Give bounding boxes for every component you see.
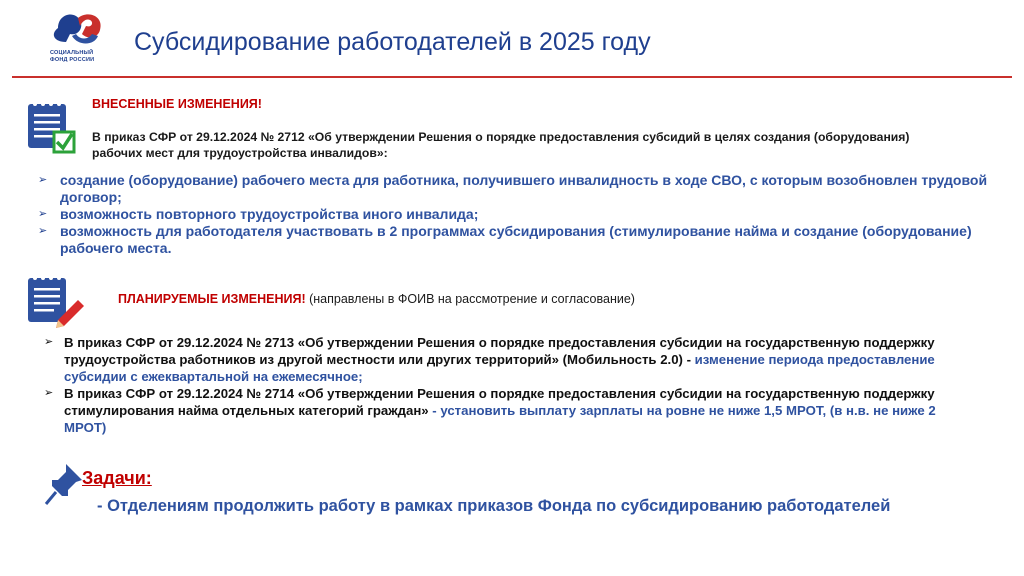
pushpin-icon: [44, 462, 84, 506]
section1-intro: В приказ СФР от 29.12.2024 № 2712 «Об утверждении Решения о порядке предоставления субсидий в целях создания (оборудования) рабочих мест для трудоустройства инвалидов»:: [92, 130, 910, 160]
section2-heading-note: (направлены в ФОИВ на рассмотрение и согласование): [305, 292, 635, 306]
bullet-arrow-icon: ➢: [38, 174, 48, 186]
page-title: Субсидирование работодателей в 2025 году: [134, 28, 651, 56]
document-pencil-icon: [26, 272, 72, 324]
document-check-icon: [26, 98, 72, 150]
bullet-arrow-icon: ➢: [38, 208, 48, 220]
list-item: ➢ создание (оборудование) рабочего места для работника, получившего инвалидность в ходе СВО, с которым возобновлен трудовой договор;: [38, 172, 988, 205]
list-item: ➢ В приказ СФР от 29.12.2024 № 2714 «Об утверждении Решения о порядке предоставления субсидии на государственную поддержку стимулирования найма отдельных категорий граждан» - установить выплату зарплаты на ровне не ниже 1,5 МРОТ, (в н.в. не ниже 2 МРОТ): [44, 386, 936, 435]
bullet-arrow-icon: ➢: [38, 225, 48, 237]
section1-heading: ВНЕСЕННЫЕ ИЗМЕНЕНИЯ!: [92, 97, 262, 111]
section2-heading: ПЛАНИРУЕМЫЕ ИЗМЕНЕНИЯ!: [118, 292, 306, 306]
list-item: ➢ В приказ СФР от 29.12.2024 № 2713 «Об утверждении Решения о порядке предоставления субсидии на государственную поддержку трудоустройства работников из другой местности или других территорий» (Мобильность 2.0) - изменение периода предоставление субсидии с ежеквартальной на ежемесячное;: [44, 335, 935, 384]
tasks-title: Задачи:: [82, 468, 152, 488]
tasks-text: - Отделениям продолжить работу в рамках приказов Фонда по субсидированию работодателей: [97, 497, 891, 515]
bullet-arrow-icon: ➢: [44, 387, 54, 399]
section2-heading-line: [118, 292, 635, 306]
list-item: ➢ возможность повторного трудоустройства иного инвалида;: [38, 206, 479, 222]
section2-items: [42, 334, 972, 436]
logo-caption: СОЦИАЛЬНЫЙ ФОНД РОССИИ: [50, 50, 95, 63]
section1-bullets: [36, 172, 996, 257]
title-divider: [12, 76, 1012, 78]
list-item: ➢ возможность для работодателя участвовать в 2 программах субсидирования (стимулирование найма и создание (оборудование) рабочего места.: [38, 223, 972, 256]
bullet-arrow-icon: ➢: [44, 336, 54, 348]
